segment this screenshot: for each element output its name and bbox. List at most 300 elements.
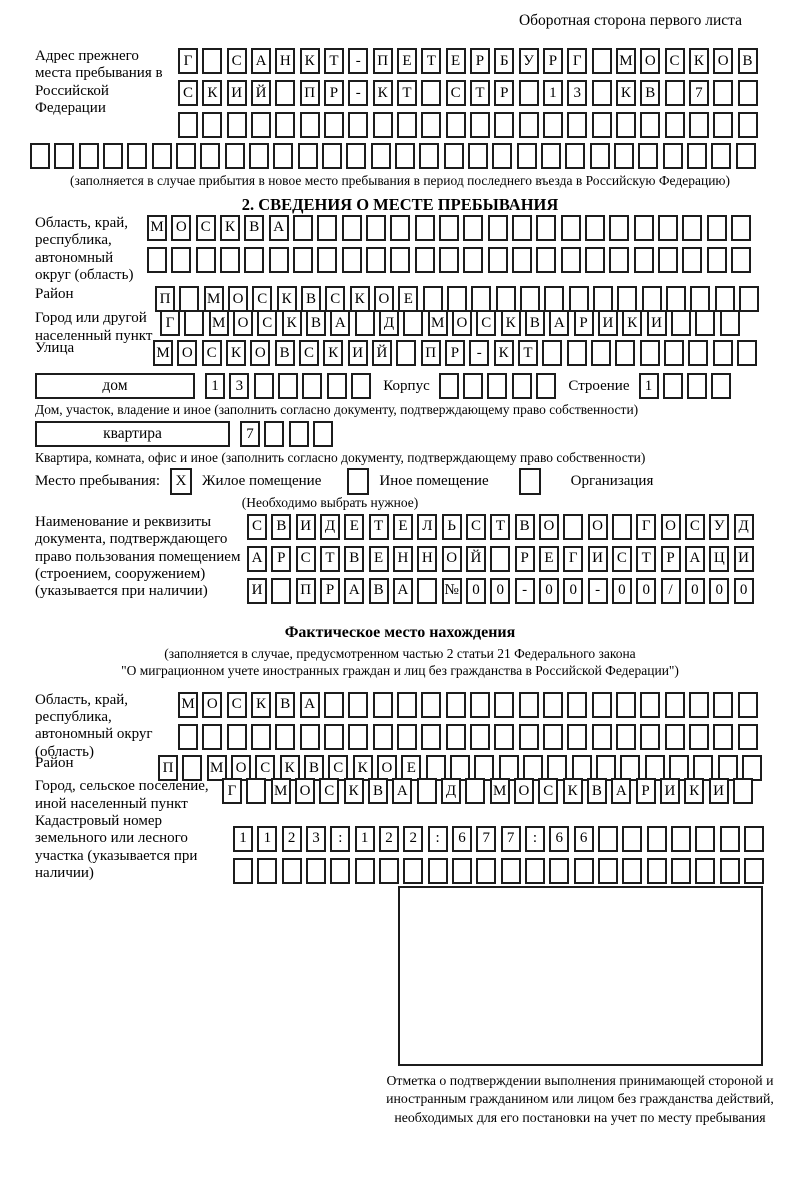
- char-box[interactable]: [512, 373, 532, 399]
- char-box[interactable]: С: [685, 514, 705, 540]
- dom-type-box[interactable]: дом: [35, 373, 195, 399]
- char-box[interactable]: Г: [178, 48, 198, 74]
- char-box[interactable]: К: [501, 310, 521, 336]
- char-box[interactable]: 7: [689, 80, 709, 106]
- char-box[interactable]: К: [344, 778, 364, 804]
- char-box[interactable]: [225, 143, 245, 169]
- char-box[interactable]: К: [277, 286, 297, 312]
- char-box[interactable]: [147, 247, 167, 273]
- char-box[interactable]: О: [177, 340, 197, 366]
- char-box[interactable]: А: [344, 578, 364, 604]
- char-box[interactable]: К: [494, 340, 514, 366]
- char-box[interactable]: [617, 286, 637, 312]
- char-box[interactable]: [251, 112, 271, 138]
- char-box[interactable]: [690, 286, 710, 312]
- char-box[interactable]: Р: [661, 546, 681, 572]
- char-box[interactable]: [417, 578, 437, 604]
- char-box[interactable]: 7: [240, 421, 260, 447]
- char-box[interactable]: [300, 724, 320, 750]
- char-box[interactable]: [269, 247, 289, 273]
- char-box[interactable]: О: [295, 778, 315, 804]
- char-box[interactable]: [663, 143, 683, 169]
- char-box[interactable]: И: [734, 546, 754, 572]
- char-box[interactable]: [373, 692, 393, 718]
- char-box[interactable]: В: [369, 578, 389, 604]
- char-box[interactable]: 6: [574, 826, 594, 852]
- char-box[interactable]: В: [275, 692, 295, 718]
- char-box[interactable]: О: [233, 310, 253, 336]
- char-box[interactable]: 3: [229, 373, 249, 399]
- char-box[interactable]: [322, 143, 342, 169]
- char-box[interactable]: Г: [222, 778, 242, 804]
- char-box[interactable]: А: [549, 310, 569, 336]
- char-box[interactable]: [542, 340, 562, 366]
- char-box[interactable]: [517, 143, 537, 169]
- char-box[interactable]: О: [539, 514, 559, 540]
- char-box[interactable]: [519, 692, 539, 718]
- char-box[interactable]: О: [514, 778, 534, 804]
- char-box[interactable]: Т: [490, 514, 510, 540]
- char-box[interactable]: [738, 80, 758, 106]
- char-box[interactable]: [366, 247, 386, 273]
- char-box[interactable]: [640, 340, 660, 366]
- char-box[interactable]: [278, 373, 298, 399]
- char-box[interactable]: В: [525, 310, 545, 336]
- char-box[interactable]: Ь: [442, 514, 462, 540]
- char-box[interactable]: О: [713, 48, 733, 74]
- char-box[interactable]: [289, 421, 309, 447]
- char-box[interactable]: [439, 247, 459, 273]
- char-box[interactable]: В: [344, 546, 364, 572]
- char-box[interactable]: М: [428, 310, 448, 336]
- char-box[interactable]: Й: [466, 546, 486, 572]
- char-box[interactable]: [227, 724, 247, 750]
- char-box[interactable]: 0: [685, 578, 705, 604]
- char-box[interactable]: [452, 858, 472, 884]
- char-box[interactable]: И: [588, 546, 608, 572]
- char-box[interactable]: О: [661, 514, 681, 540]
- char-box[interactable]: [541, 143, 561, 169]
- char-box[interactable]: [585, 247, 605, 273]
- char-box[interactable]: [152, 143, 172, 169]
- char-box[interactable]: -: [469, 340, 489, 366]
- char-box[interactable]: [707, 215, 727, 241]
- char-box[interactable]: А: [269, 215, 289, 241]
- char-box[interactable]: [682, 247, 702, 273]
- char-box[interactable]: [419, 143, 439, 169]
- char-box[interactable]: П: [155, 286, 175, 312]
- char-box[interactable]: [397, 112, 417, 138]
- char-box[interactable]: М: [178, 692, 198, 718]
- char-box[interactable]: В: [244, 215, 264, 241]
- char-box[interactable]: В: [368, 778, 388, 804]
- char-box[interactable]: [178, 724, 198, 750]
- char-box[interactable]: [463, 373, 483, 399]
- char-box[interactable]: П: [300, 80, 320, 106]
- char-box[interactable]: М: [209, 310, 229, 336]
- char-box[interactable]: 1: [233, 826, 253, 852]
- char-box[interactable]: [592, 692, 612, 718]
- char-box[interactable]: [415, 215, 435, 241]
- char-box[interactable]: В: [640, 80, 660, 106]
- char-box[interactable]: В: [306, 310, 326, 336]
- char-box[interactable]: [306, 858, 326, 884]
- char-box[interactable]: Г: [636, 514, 656, 540]
- char-box[interactable]: [275, 80, 295, 106]
- char-box[interactable]: [622, 826, 642, 852]
- char-box[interactable]: [536, 247, 556, 273]
- char-box[interactable]: Н: [275, 48, 295, 74]
- char-box[interactable]: 0: [709, 578, 729, 604]
- char-box[interactable]: [720, 858, 740, 884]
- char-box[interactable]: [257, 858, 277, 884]
- char-box[interactable]: [348, 724, 368, 750]
- char-box[interactable]: [415, 247, 435, 273]
- char-box[interactable]: Р: [494, 80, 514, 106]
- char-box[interactable]: [658, 215, 678, 241]
- char-box[interactable]: [593, 286, 613, 312]
- char-box[interactable]: [543, 112, 563, 138]
- char-box[interactable]: М: [204, 286, 224, 312]
- char-box[interactable]: [671, 826, 691, 852]
- char-box[interactable]: [711, 143, 731, 169]
- char-box[interactable]: [371, 143, 391, 169]
- char-box[interactable]: Т: [320, 546, 340, 572]
- char-box[interactable]: -: [588, 578, 608, 604]
- char-box[interactable]: О: [452, 310, 472, 336]
- char-box[interactable]: Р: [636, 778, 656, 804]
- char-box[interactable]: И: [247, 578, 267, 604]
- char-box[interactable]: [738, 724, 758, 750]
- char-box[interactable]: О: [640, 48, 660, 74]
- char-box[interactable]: 3: [567, 80, 587, 106]
- char-box[interactable]: [317, 215, 337, 241]
- char-box[interactable]: [687, 143, 707, 169]
- char-box[interactable]: [355, 858, 375, 884]
- char-box[interactable]: С: [252, 286, 272, 312]
- char-box[interactable]: Р: [324, 80, 344, 106]
- char-box[interactable]: [519, 724, 539, 750]
- char-box[interactable]: [127, 143, 147, 169]
- char-box[interactable]: [396, 340, 416, 366]
- char-box[interactable]: [176, 143, 196, 169]
- mesto-option-1-checkbox[interactable]: [170, 468, 192, 495]
- char-box[interactable]: О: [228, 286, 248, 312]
- char-box[interactable]: 1: [355, 826, 375, 852]
- char-box[interactable]: [488, 215, 508, 241]
- char-box[interactable]: :: [525, 826, 545, 852]
- char-box[interactable]: [379, 858, 399, 884]
- char-box[interactable]: С: [446, 80, 466, 106]
- char-box[interactable]: 0: [490, 578, 510, 604]
- char-box[interactable]: [731, 215, 751, 241]
- char-box[interactable]: [689, 112, 709, 138]
- char-box[interactable]: С: [257, 310, 277, 336]
- char-box[interactable]: К: [282, 310, 302, 336]
- char-box[interactable]: [689, 724, 709, 750]
- char-box[interactable]: [327, 373, 347, 399]
- char-box[interactable]: [397, 692, 417, 718]
- char-box[interactable]: [536, 215, 556, 241]
- char-box[interactable]: [616, 724, 636, 750]
- char-box[interactable]: К: [622, 310, 642, 336]
- char-box[interactable]: [707, 247, 727, 273]
- char-box[interactable]: Т: [324, 48, 344, 74]
- char-box[interactable]: Е: [401, 755, 421, 781]
- char-box[interactable]: [446, 724, 466, 750]
- char-box[interactable]: Р: [445, 340, 465, 366]
- char-box[interactable]: [251, 724, 271, 750]
- char-box[interactable]: [739, 286, 759, 312]
- char-box[interactable]: [470, 692, 490, 718]
- char-box[interactable]: [609, 247, 629, 273]
- char-box[interactable]: Р: [271, 546, 291, 572]
- char-box[interactable]: М: [147, 215, 167, 241]
- char-box[interactable]: [642, 286, 662, 312]
- char-box[interactable]: [254, 373, 274, 399]
- char-box[interactable]: [658, 247, 678, 273]
- mesto-option-2-checkbox[interactable]: [347, 468, 369, 495]
- char-box[interactable]: [567, 340, 587, 366]
- char-box[interactable]: №: [442, 578, 462, 604]
- char-box[interactable]: [275, 112, 295, 138]
- char-box[interactable]: Н: [417, 546, 437, 572]
- char-box[interactable]: И: [348, 340, 368, 366]
- char-box[interactable]: [738, 112, 758, 138]
- char-box[interactable]: [665, 692, 685, 718]
- char-box[interactable]: [731, 247, 751, 273]
- char-box[interactable]: П: [373, 48, 393, 74]
- char-box[interactable]: Н: [393, 546, 413, 572]
- char-box[interactable]: [273, 143, 293, 169]
- char-box[interactable]: М: [616, 48, 636, 74]
- char-box[interactable]: [202, 48, 222, 74]
- char-box[interactable]: 2: [379, 826, 399, 852]
- char-box[interactable]: [687, 373, 707, 399]
- char-box[interactable]: [666, 286, 686, 312]
- char-box[interactable]: Е: [369, 546, 389, 572]
- char-box[interactable]: [713, 692, 733, 718]
- char-box[interactable]: Р: [470, 48, 490, 74]
- char-box[interactable]: [689, 692, 709, 718]
- char-box[interactable]: [271, 578, 291, 604]
- char-box[interactable]: [519, 112, 539, 138]
- char-box[interactable]: 2: [403, 826, 423, 852]
- char-box[interactable]: [275, 724, 295, 750]
- char-box[interactable]: [421, 692, 441, 718]
- char-box[interactable]: И: [660, 778, 680, 804]
- char-box[interactable]: [439, 373, 459, 399]
- char-box[interactable]: [713, 80, 733, 106]
- char-box[interactable]: [494, 692, 514, 718]
- char-box[interactable]: [574, 858, 594, 884]
- char-box[interactable]: [585, 215, 605, 241]
- char-box[interactable]: К: [251, 692, 271, 718]
- char-box[interactable]: [682, 215, 702, 241]
- char-box[interactable]: [342, 215, 362, 241]
- char-box[interactable]: В: [515, 514, 535, 540]
- char-box[interactable]: С: [466, 514, 486, 540]
- char-box[interactable]: [428, 858, 448, 884]
- char-box[interactable]: Т: [397, 80, 417, 106]
- char-box[interactable]: Т: [518, 340, 538, 366]
- char-box[interactable]: [598, 826, 618, 852]
- char-box[interactable]: [671, 310, 691, 336]
- char-box[interactable]: [302, 373, 322, 399]
- char-box[interactable]: [403, 858, 423, 884]
- char-box[interactable]: 0: [466, 578, 486, 604]
- char-box[interactable]: В: [301, 286, 321, 312]
- char-box[interactable]: Т: [636, 546, 656, 572]
- char-box[interactable]: У: [709, 514, 729, 540]
- char-box[interactable]: О: [588, 514, 608, 540]
- char-box[interactable]: [664, 340, 684, 366]
- char-box[interactable]: И: [709, 778, 729, 804]
- char-box[interactable]: С: [328, 755, 348, 781]
- char-box[interactable]: С: [319, 778, 339, 804]
- char-box[interactable]: [227, 112, 247, 138]
- char-box[interactable]: А: [392, 778, 412, 804]
- char-box[interactable]: Ц: [709, 546, 729, 572]
- char-box[interactable]: [282, 858, 302, 884]
- char-box[interactable]: С: [227, 48, 247, 74]
- char-box[interactable]: [490, 546, 510, 572]
- char-box[interactable]: А: [247, 546, 267, 572]
- char-box[interactable]: [202, 112, 222, 138]
- char-box[interactable]: В: [304, 755, 324, 781]
- char-box[interactable]: [567, 112, 587, 138]
- char-box[interactable]: [592, 724, 612, 750]
- char-box[interactable]: [244, 247, 264, 273]
- char-box[interactable]: Р: [320, 578, 340, 604]
- char-box[interactable]: [634, 215, 654, 241]
- char-box[interactable]: [512, 247, 532, 273]
- char-box[interactable]: [421, 724, 441, 750]
- char-box[interactable]: [720, 826, 740, 852]
- char-box[interactable]: [713, 112, 733, 138]
- char-box[interactable]: К: [563, 778, 583, 804]
- char-box[interactable]: [246, 778, 266, 804]
- char-box[interactable]: -: [515, 578, 535, 604]
- char-box[interactable]: Е: [446, 48, 466, 74]
- char-box[interactable]: [330, 858, 350, 884]
- char-box[interactable]: [647, 826, 667, 852]
- char-box[interactable]: [313, 421, 333, 447]
- char-box[interactable]: К: [280, 755, 300, 781]
- char-box[interactable]: [317, 247, 337, 273]
- char-box[interactable]: [512, 215, 532, 241]
- char-box[interactable]: [30, 143, 50, 169]
- char-box[interactable]: [591, 340, 611, 366]
- char-box[interactable]: 0: [612, 578, 632, 604]
- char-box[interactable]: 0: [636, 578, 656, 604]
- char-box[interactable]: [565, 143, 585, 169]
- char-box[interactable]: [567, 692, 587, 718]
- char-box[interactable]: О: [442, 546, 462, 572]
- char-box[interactable]: [520, 286, 540, 312]
- char-box[interactable]: [79, 143, 99, 169]
- char-box[interactable]: Д: [320, 514, 340, 540]
- char-box[interactable]: [543, 724, 563, 750]
- char-box[interactable]: [640, 112, 660, 138]
- char-box[interactable]: [665, 112, 685, 138]
- char-box[interactable]: [612, 514, 632, 540]
- char-box[interactable]: [390, 247, 410, 273]
- char-box[interactable]: С: [202, 340, 222, 366]
- char-box[interactable]: Е: [344, 514, 364, 540]
- char-box[interactable]: В: [275, 340, 295, 366]
- char-box[interactable]: [494, 724, 514, 750]
- char-box[interactable]: [293, 247, 313, 273]
- char-box[interactable]: В: [738, 48, 758, 74]
- char-box[interactable]: Р: [574, 310, 594, 336]
- char-box[interactable]: К: [684, 778, 704, 804]
- char-box[interactable]: -: [348, 48, 368, 74]
- char-box[interactable]: [233, 858, 253, 884]
- char-box[interactable]: [519, 80, 539, 106]
- char-box[interactable]: [439, 215, 459, 241]
- char-box[interactable]: [348, 692, 368, 718]
- char-box[interactable]: [171, 247, 191, 273]
- char-box[interactable]: [298, 143, 318, 169]
- char-box[interactable]: [373, 112, 393, 138]
- char-box[interactable]: [615, 340, 635, 366]
- char-box[interactable]: [397, 724, 417, 750]
- char-box[interactable]: Г: [160, 310, 180, 336]
- char-box[interactable]: [638, 143, 658, 169]
- char-box[interactable]: [470, 112, 490, 138]
- char-box[interactable]: С: [538, 778, 558, 804]
- char-box[interactable]: [616, 112, 636, 138]
- char-box[interactable]: 0: [539, 578, 559, 604]
- char-box[interactable]: О: [250, 340, 270, 366]
- char-box[interactable]: Е: [397, 48, 417, 74]
- char-box[interactable]: [544, 286, 564, 312]
- char-box[interactable]: [465, 778, 485, 804]
- char-box[interactable]: [622, 858, 642, 884]
- char-box[interactable]: 6: [452, 826, 472, 852]
- char-box[interactable]: /: [661, 578, 681, 604]
- char-box[interactable]: Д: [734, 514, 754, 540]
- char-box[interactable]: 1: [257, 826, 277, 852]
- char-box[interactable]: В: [271, 514, 291, 540]
- char-box[interactable]: [293, 215, 313, 241]
- char-box[interactable]: К: [616, 80, 636, 106]
- char-box[interactable]: 6: [549, 826, 569, 852]
- char-box[interactable]: [744, 826, 764, 852]
- char-box[interactable]: Е: [393, 514, 413, 540]
- checkbox[interactable]: [519, 468, 541, 495]
- char-box[interactable]: Т: [369, 514, 389, 540]
- char-box[interactable]: [733, 778, 753, 804]
- char-box[interactable]: [737, 340, 757, 366]
- char-box[interactable]: :: [330, 826, 350, 852]
- char-box[interactable]: У: [519, 48, 539, 74]
- char-box[interactable]: [184, 310, 204, 336]
- char-box[interactable]: В: [587, 778, 607, 804]
- char-box[interactable]: К: [353, 755, 373, 781]
- char-box[interactable]: [492, 143, 512, 169]
- char-box[interactable]: [444, 143, 464, 169]
- char-box[interactable]: К: [226, 340, 246, 366]
- checkbox[interactable]: X: [170, 468, 192, 495]
- char-box[interactable]: 7: [501, 826, 521, 852]
- char-box[interactable]: 3: [306, 826, 326, 852]
- char-box[interactable]: С: [325, 286, 345, 312]
- char-box[interactable]: Б: [494, 48, 514, 74]
- char-box[interactable]: С: [476, 310, 496, 336]
- char-box[interactable]: С: [247, 514, 267, 540]
